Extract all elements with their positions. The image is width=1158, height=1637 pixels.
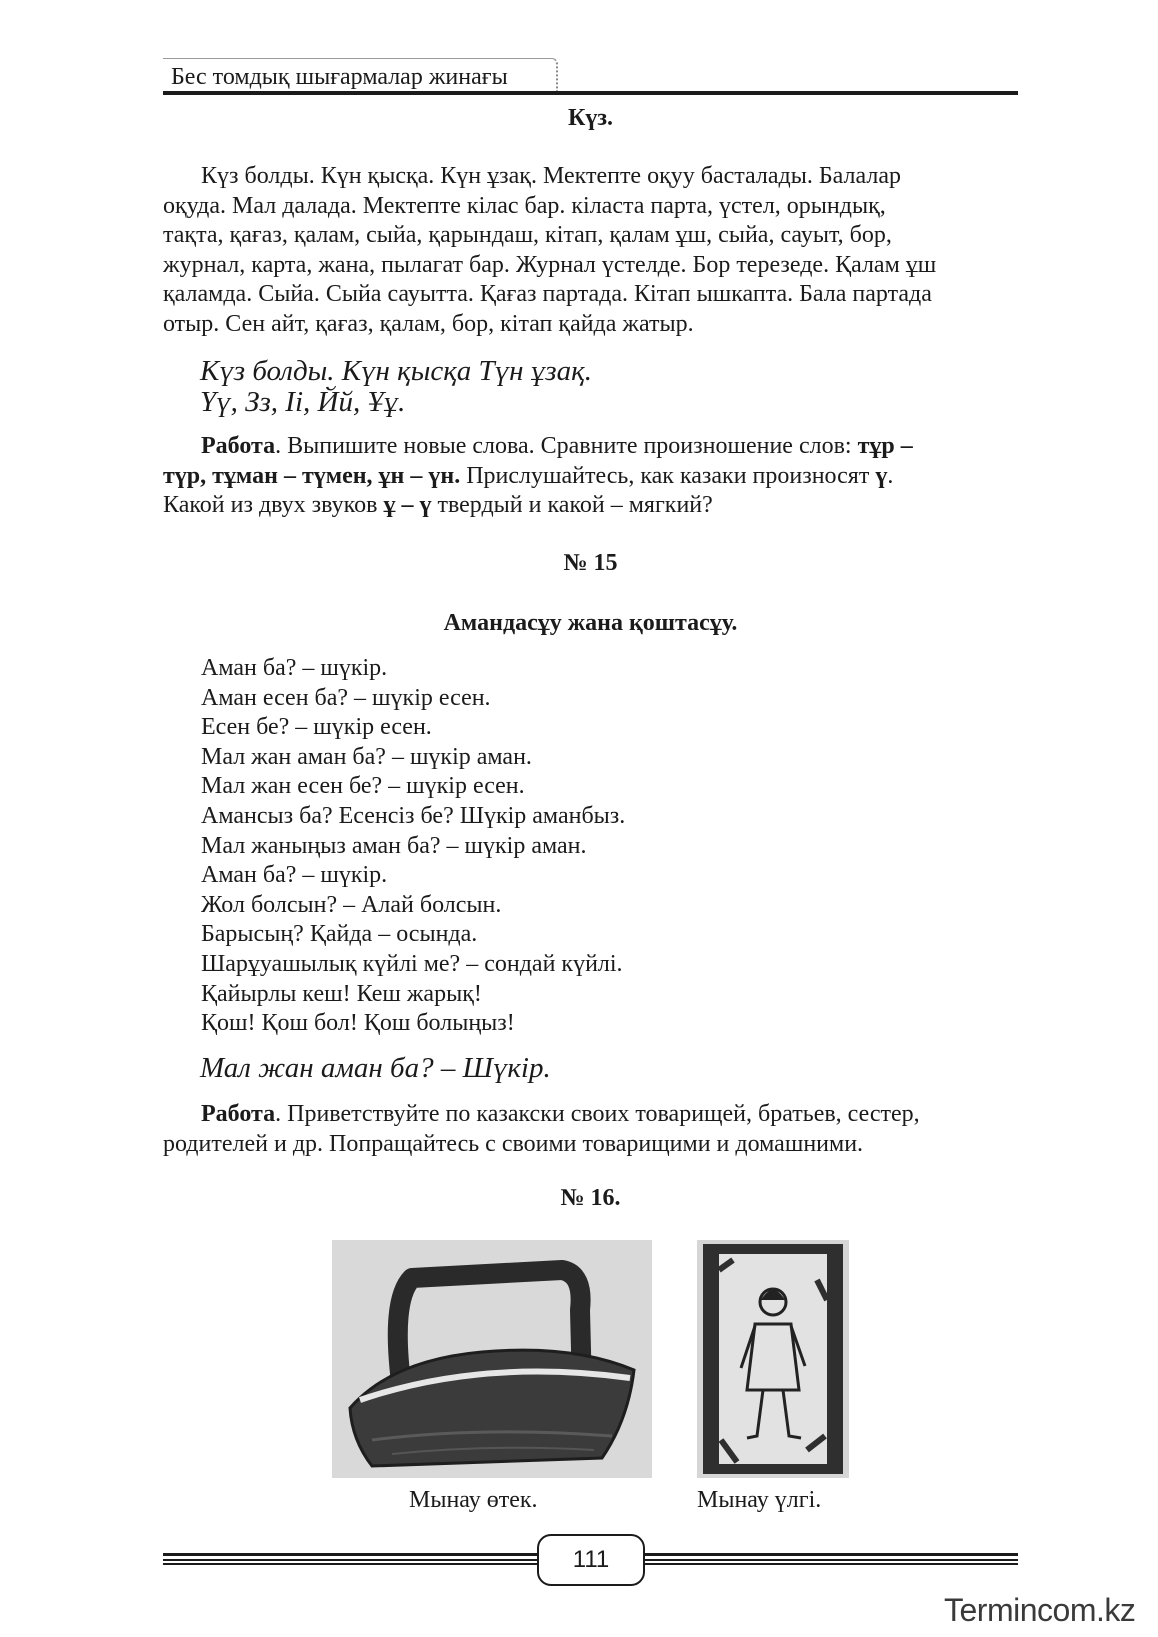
figure-caption-iron: Мынау өтек. — [409, 1487, 538, 1513]
text-line — [163, 462, 1018, 492]
section-number-16: № 16. — [560, 1185, 621, 1211]
text-line: оқуда. Мал далада. Мектепте кілас бар. кіласта парта, үстел, орындық, — [163, 192, 886, 219]
list-item: Қайырлы кеш! Кеш жарық! — [201, 980, 482, 1007]
flat-iron-illustration — [332, 1240, 652, 1478]
site-watermark: Termincom.kz — [944, 1592, 1136, 1628]
figure-caption-pattern: Мынау үлгі. — [697, 1487, 822, 1513]
text-line — [163, 1100, 1018, 1130]
list-item: Мал жан аман ба? – шүкір аман. — [201, 743, 532, 770]
greetings-list — [201, 654, 625, 1039]
bold-word: түр, тұман – түмен, ұн – үн. — [163, 462, 461, 489]
list-item: Жол болсын? – Алай болсын. — [201, 891, 502, 918]
work-paragraph-greetings — [163, 1100, 1018, 1159]
list-item: Аман есен ба? – шүкір есен. — [201, 684, 491, 711]
italic-example-greetings: Мал жан аман ба? – Шүкір. — [200, 1052, 551, 1084]
text-line: қаламда. Сыйа. Сыйа сауытта. Қағаз партада. Кітап ышкапта. Бала партада — [163, 281, 932, 308]
text-line — [163, 491, 1018, 521]
flat-iron-icon — [332, 1240, 652, 1478]
text-line: тақта, қағаз, қалам, сыйа, қарындаш, кітап, қалам ұш, сыйа, сауыт, бор, — [163, 222, 892, 249]
work-text: Какой из двух звуков — [163, 492, 384, 519]
work-text: Прислушайтесь, как казаки произносят — [460, 462, 876, 489]
bold-word: ү — [875, 462, 888, 489]
bold-word: ұ – ү — [383, 492, 432, 519]
running-header — [163, 58, 1018, 98]
work-paragraph-kuz — [163, 432, 1018, 521]
girl-pattern-icon — [697, 1240, 849, 1478]
italic-line: Күз болды. Күн қысқа Түн ұзақ. — [200, 355, 592, 387]
list-item: Аман ба? – шүкір. — [201, 862, 388, 889]
header-rule — [163, 91, 1018, 95]
text-line — [163, 432, 1018, 462]
work-text: твердый и какой – мягкий? — [431, 492, 713, 519]
section-title-greetings: Амандасұу жана қоштасұу. — [443, 610, 738, 636]
paragraph-kuz — [163, 162, 1018, 340]
book-title: Бес томдық шығармалар жинағы — [171, 64, 508, 90]
work-text: . Выпишите новые слова. Сравните произношение слов: — [275, 433, 858, 459]
page-number: 111 — [537, 1534, 645, 1586]
text-line: родителей и др. Попращайтесь с своими товарищими и домашними. — [163, 1130, 864, 1157]
work-label: Работа — [201, 1101, 276, 1127]
italic-line: Үү, Зз, Іі, Йй, Ұұ. — [200, 386, 406, 418]
bold-word: тұр – — [857, 433, 913, 459]
list-item: Амансыз ба? Есенсіз бе? Шүкір аманбыз. — [201, 802, 626, 829]
girl-pattern-illustration — [697, 1240, 849, 1478]
work-text: . — [887, 462, 894, 489]
section-number-15: № 15 — [563, 550, 618, 576]
section-title-kuz: Күз. — [567, 105, 614, 131]
text-line: журнал, карта, жана, пылагат бар. Журнал үстелде. Бор терезеде. Қалам ұш — [163, 251, 937, 278]
text-line: Күз болды. Күн қысқа. Күн ұзақ. Мектепте оқуу басталады. Балалар — [201, 163, 901, 189]
italic-example-kuz — [200, 356, 592, 418]
list-item: Мал жан есен бе? – шүкір есен. — [201, 773, 525, 800]
list-item: Шарұуашылық күйлі ме? – сондай күйлі. — [201, 950, 623, 977]
list-item: Аман ба? – шүкір. — [201, 655, 388, 681]
list-item: Барысың? Қайда – осында. — [201, 921, 478, 948]
list-item: Мал жаныңыз аман ба? – шүкір аман. — [201, 832, 587, 859]
list-item: Есен бе? – шүкір есен. — [201, 714, 432, 741]
list-item: Қош! Қош бол! Қош болыңыз! — [201, 1010, 515, 1037]
text-line: отыр. Сен айт, қағаз, қалам, бор, кітап қайда жатыр. — [163, 310, 694, 337]
work-label: Работа — [201, 433, 276, 459]
work-text: . Приветствуйте по казакски своих товарищей, братьев, сестер, — [275, 1101, 920, 1127]
